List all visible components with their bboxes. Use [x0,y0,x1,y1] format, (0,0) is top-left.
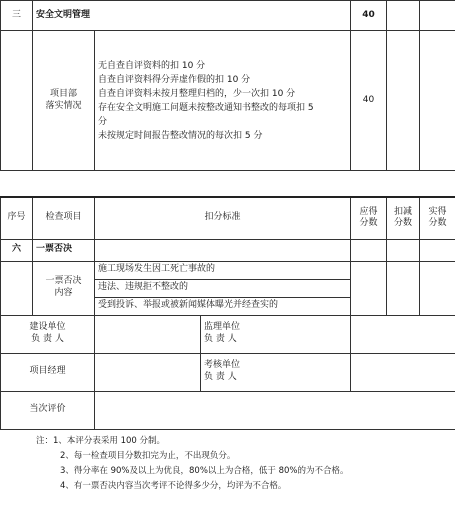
item-label: 项目部 落实情况 [33,31,95,171]
blank-number-cell [1,31,33,171]
header-due: 应得 分数 [351,197,387,239]
note-line: 注：1、本评分表采用 100 分制。 [36,436,166,446]
veto-label: 一票否决 内容 [33,261,95,315]
veto-item: 施工现场发生因工死亡事故的 [95,261,351,279]
criterion-line: 存在安全文明施工问题未按整改通知书整改的每项扣 5 [98,102,314,113]
page-gap [0,178,455,196]
manager-sign-field [95,353,201,391]
criterion-line: 分 [98,116,108,127]
builder-sign-field [95,315,201,353]
supervisor-sign-field [351,315,455,353]
section-number: 三 [1,1,33,31]
item-score: 40 [351,31,387,171]
blank-cell [387,239,420,261]
section-title: 安全文明管理 [33,1,351,31]
bottom-score-table [0,196,455,430]
criterion-line: 无自查自评资料的扣 10 分 [98,60,206,71]
blank-cell [351,239,387,261]
blank-cell [420,261,455,315]
blank-number-cell [1,261,33,315]
criterion-line: 自查自评资料得分弄虚作假的扣 10 分 [98,74,251,85]
veto-item: 违法、违规拒不整改的 [95,279,351,297]
blank-cell [387,261,420,315]
assessor-sign-field [351,353,455,391]
criterion-line: 自查自评资料未按月整理归档的，少一次扣 10 分 [98,88,296,99]
header-deduct: 扣减 分数 [387,197,420,239]
criteria-cell [95,31,351,171]
supervisor-sign-label: 监理单位 负 责 人 [201,315,351,353]
header-actual: 实得 分数 [420,197,455,239]
blank-cell [95,239,351,261]
section-score: 40 [351,1,387,31]
criterion-line: 未按规定时间报告整改情况的每次扣 5 分 [98,130,263,141]
assessor-sign-label: 考核单位 负 责 人 [201,353,351,391]
manager-sign-label: 项目经理 [1,353,95,391]
note-line: 4、有一票否决内容当次考评不论得多少分，均评为不合格。 [60,481,287,491]
section-number: 六 [1,239,33,261]
top-score-table [0,0,455,171]
evaluation-label: 当次评价 [1,391,95,429]
builder-sign-label: 建设单位 负 责 人 [1,315,95,353]
note-line: 2、每一检查项目分数扣完为止，不出现负分。 [60,451,236,461]
header-standard: 扣分标准 [95,197,351,239]
deduct-cell [387,1,420,31]
section-title: 一票否决 [33,239,95,261]
blank-cell [351,261,387,315]
header-no: 序号 [1,197,33,239]
veto-item: 受到投诉、举报或被新闻媒体曝光并经查实的 [95,297,351,315]
blank-cell [420,239,455,261]
header-item: 检查项目 [33,197,95,239]
actual-cell [420,31,455,171]
evaluation-field [95,391,455,429]
deduct-cell [387,31,420,171]
actual-cell [420,1,455,31]
note-line: 3、得分率在 90%及以上为优良，80%以上为合格，低于 80%的为不合格。 [60,466,349,476]
notes-block [36,434,349,494]
